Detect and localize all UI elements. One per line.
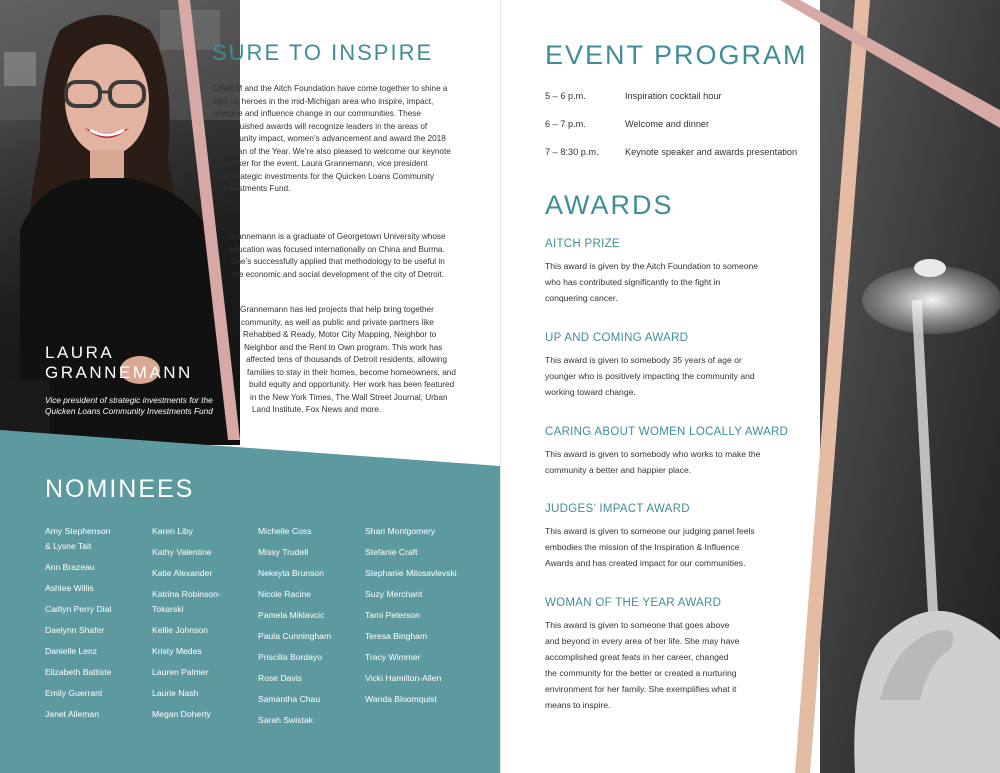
- nominee-name: Kathy Valentine: [152, 547, 212, 557]
- event-program-heading: EVENT PROGRAM: [545, 40, 808, 70]
- work-line: affected tens of thousands of Detroit residents, allowing: [246, 355, 448, 364]
- work-paragraph: [240, 304, 456, 417]
- nominee-name: Sarah Swistak: [258, 715, 313, 725]
- nominee-name: Emily Guerrant: [45, 688, 103, 698]
- intro-line: speaker for the event, Laura Grannemann, vice president: [220, 159, 428, 168]
- award-up-and-coming: [545, 332, 755, 400]
- award-woman-of-the-year: [545, 597, 739, 713]
- award-desc-line: environment for her family. She exemplifies what it: [545, 684, 737, 694]
- program-time: 7 – 8:30 p.m.: [545, 147, 599, 157]
- nominee-name: Ashlee Willis: [45, 583, 94, 593]
- program-desc: Keynote speaker and awards presentation: [625, 147, 798, 157]
- award-desc-line: This award is given to somebody 35 years of age or: [545, 355, 742, 365]
- nominee-name: Rose Davis: [258, 673, 302, 683]
- nominee-name: Kristy Medes: [152, 646, 202, 656]
- nominee-name: Tami Peterson: [365, 610, 420, 620]
- award-title: AITCH PRIZE: [545, 238, 620, 250]
- award-desc-line: conquering cancer.: [545, 293, 618, 303]
- intro-line: of strategic investments for the Quicken Loans Community: [222, 171, 435, 181]
- speaker-title: [45, 395, 213, 417]
- award-desc-line: This award is given to someone that goes above: [545, 620, 730, 630]
- sure-to-inspire-heading: SURE TO INSPIRE: [212, 40, 434, 65]
- award-desc-line: This award is given to somebody who works to make the: [545, 449, 761, 459]
- award-desc-line: means to inspire.: [545, 700, 611, 710]
- work-line: Rehabbed & Ready, Motor City Mapping, Neighbor to: [243, 330, 437, 339]
- nominee-name: Katrina Robinson-: [152, 589, 221, 599]
- speaker-name: [45, 343, 193, 383]
- nominee-name: Amy Stephenson: [45, 526, 111, 536]
- speaker-last-name: GRANNEMANN: [45, 363, 193, 382]
- program-desc: Inspiration cocktail hour: [625, 91, 722, 101]
- nominee-name: Stefanie Craft: [365, 547, 418, 557]
- nominee-name: Vicki Hamilton-Allen: [365, 673, 442, 683]
- speaker-title-line: Vice president of strategic investments for the: [45, 395, 213, 405]
- intro-line: imagine and influence change in our communities. These: [214, 109, 421, 118]
- award-desc-line: accomplished great feats in her career, changed: [545, 652, 729, 662]
- nominee-name: Tokarski: [152, 604, 184, 614]
- award-desc-line: This award is given to someone our judging panel feels: [545, 526, 755, 536]
- nominee-name: Michelle Coss: [258, 526, 312, 536]
- awards-heading: AWARDS: [545, 190, 674, 220]
- intro-line: community impact, women’s advancement and award the 2018: [217, 134, 446, 143]
- nominee-name: Pamela Miklavcic: [258, 610, 325, 620]
- blush-diagonal: [780, 0, 1000, 128]
- work-line: Land Institute, Fox News and more.: [252, 405, 382, 414]
- work-line: build equity and opportunity. Her work has been featured: [249, 380, 455, 389]
- award-desc-line: younger who is positively impacting the community and: [545, 371, 755, 381]
- nominee-name: Karen Liby: [152, 526, 194, 536]
- award-title: JUDGES’ IMPACT AWARD: [545, 503, 690, 515]
- nominee-name: Ann Brazeau: [45, 562, 95, 572]
- bio-line: the economic and social development of the city of Detroit.: [232, 269, 445, 279]
- award-caring-about-women: [545, 426, 788, 478]
- intro-line: distinguished awards will recognize leaders in the areas of: [216, 121, 428, 131]
- award-desc-line: embodies the mission of the Inspiration & Influence: [545, 542, 740, 552]
- nominee-name: Suzy Merchant: [365, 589, 423, 599]
- speaker-title-line: Quicken Loans Community Investments Fund: [45, 406, 213, 416]
- nominee-name: Danielle Lenz: [45, 646, 98, 656]
- bio-paragraph: [228, 231, 446, 281]
- bio-line: She’s successfully applied that methodology to be useful in: [231, 257, 445, 266]
- intro-line: Investments Fund.: [223, 184, 291, 193]
- intro-paragraph: [212, 83, 451, 196]
- award-desc-line: This award is given by the Aitch Foundation to someone: [545, 261, 759, 271]
- award-desc-line: community a better and happier place.: [545, 465, 692, 475]
- tan-stripe: [795, 0, 870, 773]
- nominee-name: Wanda Bloomquist: [365, 694, 437, 704]
- award-judges-impact: [545, 503, 755, 571]
- nominee-name: Priscilla Bordayo: [258, 652, 322, 662]
- bio-line: Grannemann is a graduate of Georgetown University whose: [228, 232, 446, 241]
- award-desc-line: and beyond in every area of her life. She may have: [545, 636, 740, 646]
- nominees-heading: NOMINEES: [45, 475, 195, 503]
- nominee-name: Elizabeth Battiste: [45, 667, 112, 677]
- program-time: 5 – 6 p.m.: [545, 91, 586, 101]
- intro-line: Woman of the Year. We’re also pleased to welcome our keynote: [219, 146, 451, 156]
- nominee-name: Kellie Johnson: [152, 625, 208, 635]
- award-title: UP AND COMING AWARD: [545, 332, 689, 344]
- nominee-name: Laurie Nash: [152, 688, 199, 698]
- nominee-name: Tracy Wimmer: [365, 652, 421, 662]
- nominee-name: Missy Trudell: [258, 547, 309, 557]
- award-title: WOMAN OF THE YEAR AWARD: [545, 597, 722, 609]
- intro-line: CAWLM and the Aitch Foundation have come together to shine a: [212, 84, 448, 93]
- nominee-name: Nicole Racine: [258, 589, 312, 599]
- program-time: 6 – 7 p.m.: [545, 119, 586, 129]
- nominee-name: Caitlyn Perry Dial: [45, 604, 112, 614]
- nominee-name: Nekeyta Brunson: [258, 568, 324, 578]
- nominee-name: Katie Alexander: [152, 568, 213, 578]
- nominee-name: Daelynn Shafer: [45, 625, 105, 635]
- speaker-first-name: LAURA: [45, 343, 115, 362]
- award-desc-line: who has contributed significantly to the fight in: [545, 277, 721, 287]
- bio-line: education was focused internationally on China and Burma.: [229, 244, 445, 254]
- award-title: CARING ABOUT WOMEN LOCALLY AWARD: [545, 426, 789, 438]
- nominee-name: Megan Doherty: [152, 709, 211, 719]
- work-line: Grannemann has led projects that help bring together: [240, 305, 434, 314]
- intro-line: light on heroes in the mid-Michigan area who inspire, impact,: [213, 96, 434, 106]
- nominee-name: Lauren Palmer: [152, 667, 209, 677]
- work-line: Neighbor and the Rent to Own program. This work has: [244, 342, 443, 352]
- nominee-name: Paula Cunningham: [258, 631, 332, 641]
- program-desc: Welcome and dinner: [625, 119, 710, 129]
- nominee-name: Janet Alleman: [45, 709, 99, 719]
- nominee-name: & Lysne Tait: [45, 541, 92, 551]
- work-line: community, as well as public and private partners like: [241, 317, 434, 327]
- nominee-name: Teresa Bingham: [365, 631, 428, 641]
- nominee-name: Stephanie Milosavlevski: [365, 568, 457, 578]
- award-desc-line: working toward change.: [545, 387, 636, 397]
- nominee-name: Samantha Chau: [258, 694, 321, 704]
- work-line: families to stay in their homes, become homeowners, and: [247, 367, 456, 377]
- award-desc-line: Awards and has created impact for our communities.: [545, 558, 746, 568]
- nominee-name: Shari Montgomery: [365, 526, 436, 536]
- work-line: in the New York Times, The Wall Street Journal, Urban: [250, 392, 448, 402]
- award-aitch-prize: [545, 238, 758, 306]
- award-desc-line: the community for the better or created a nurturing: [545, 668, 737, 678]
